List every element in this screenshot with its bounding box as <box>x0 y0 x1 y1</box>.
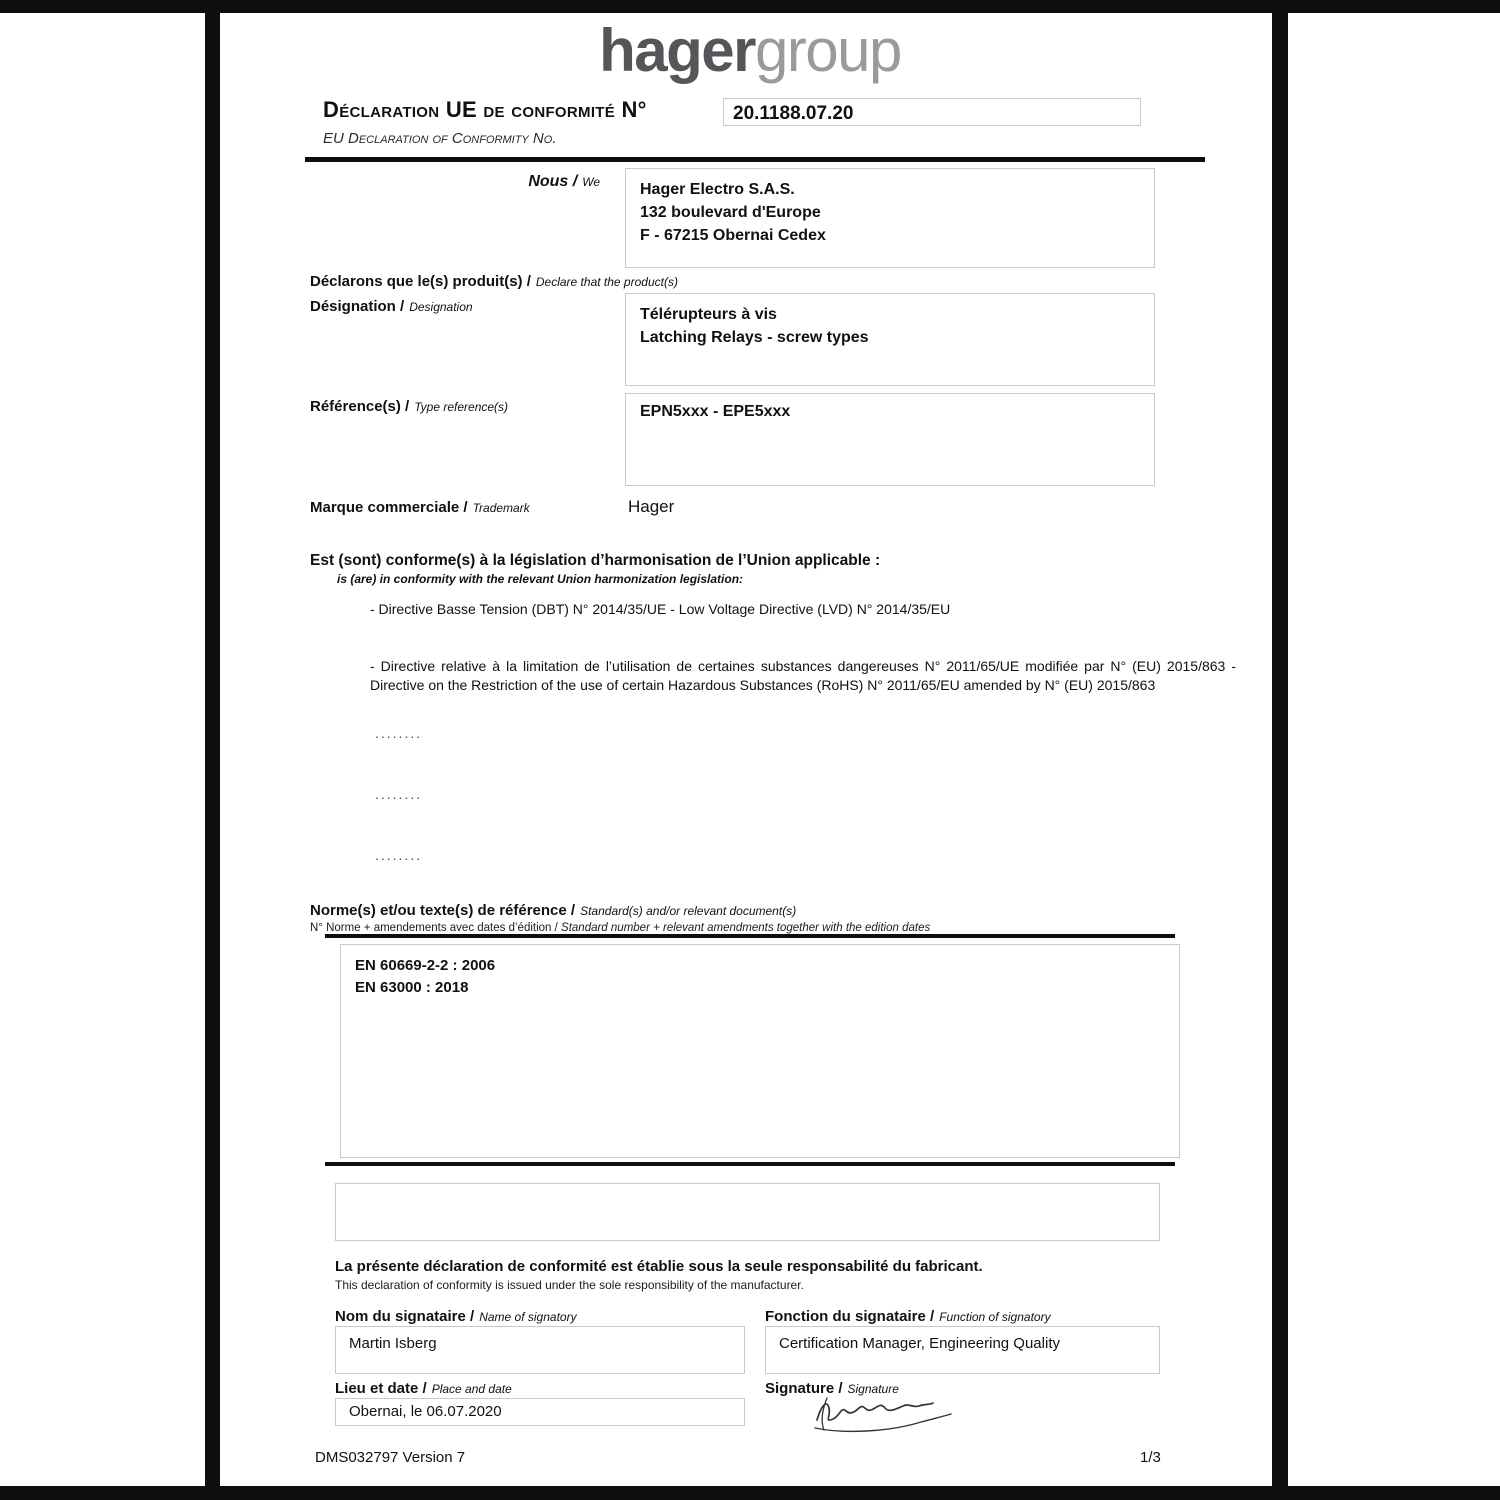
manufacturer-label <box>440 173 600 191</box>
signatory-function-field: Certification Manager, Engineering Quality <box>765 1326 1160 1374</box>
signatory-function-label <box>765 1308 1051 1326</box>
manufacturer-field <box>625 168 1155 268</box>
conformity-number: 20.1188.07.20 <box>733 103 854 124</box>
place-date-label-fr: Lieu et date / <box>335 1380 427 1397</box>
references-label <box>310 398 508 416</box>
signature-label-fr: Signature / <box>765 1380 843 1397</box>
trademark-label <box>310 499 530 517</box>
signatory-name-label <box>335 1308 577 1326</box>
directive-rohs: - Directive relative à la limitation de l’utilisation de certaines substances dangereuses N° 2011/65/UE modifiée par N° (EU) 2015/863 - Directive on the Restriction of the use of certain Hazardous Substances (RoHS) N° 2011/65/EU amended by N° (EU) 2015/863 <box>370 658 1236 693</box>
standards-note <box>310 922 930 934</box>
remarks-field <box>335 1183 1160 1241</box>
designation-label-fr: Désignation / <box>310 298 405 315</box>
signatory-name-field: Martin Isberg <box>335 1326 745 1374</box>
conformity-number-field <box>723 98 1141 126</box>
signatory-name-label-fr: Nom du signataire / <box>335 1308 475 1325</box>
standards-rule-top <box>325 934 1175 938</box>
standards-line: EN 63000 : 2018 <box>355 979 469 996</box>
references-label-en: Type reference(s) <box>414 400 509 414</box>
declare-label-fr: Déclarons que le(s) produit(s) / <box>310 273 531 290</box>
signature-image <box>805 1384 965 1440</box>
standards-field <box>340 944 1180 1158</box>
footer-page-number: 1/3 <box>1140 1449 1161 1466</box>
designation-label-en: Designation <box>409 300 473 314</box>
trademark-label-en: Trademark <box>472 501 530 515</box>
designation-label <box>310 298 473 316</box>
responsibility-statement-en: This declaration of conformity is issued under the sole responsibility of the manufacturer. <box>335 1278 804 1292</box>
designation-line: Télérupteurs à vis <box>640 306 777 323</box>
dotted-line: ........ <box>375 725 423 741</box>
frame-left <box>205 0 220 1500</box>
brand-logo <box>0 17 1500 84</box>
signatory-function-label-fr: Fonction du signataire / <box>765 1308 935 1325</box>
designation-field <box>625 293 1155 386</box>
references-value: EPN5xxx - EPE5xxx <box>640 403 791 420</box>
frame-right <box>1272 0 1288 1500</box>
logo-group: group <box>754 17 901 84</box>
directive-lvd: - Directive Basse Tension (DBT) N° 2014/35/UE - Low Voltage Directive (LVD) N° 2014/35/EU <box>370 601 951 617</box>
references-label-fr: Référence(s) / <box>310 398 410 415</box>
page-subtitle: EU Declaration of Conformity No. <box>323 130 557 147</box>
logo-hager: hager <box>599 17 755 84</box>
standards-rule-bottom <box>325 1162 1175 1166</box>
dotted-line: ........ <box>375 786 423 802</box>
manufacturer-line: Hager Electro S.A.S. <box>640 181 795 198</box>
place-date-label <box>335 1380 512 1398</box>
standards-label-fr: Norme(s) et/ou texte(s) de référence / <box>310 902 576 919</box>
standards-label-en: Standard(s) and/or relevant document(s) <box>580 904 797 918</box>
signatory-name-label-en: Name of signatory <box>479 1310 577 1324</box>
footer-doc-number: DMS032797 Version 7 <box>315 1449 466 1466</box>
page-title: Déclaration UE de conformité N° <box>323 97 647 122</box>
manufacturer-line: F - 67215 Obernai Cedex <box>640 227 826 244</box>
label-nous: Nous / <box>528 173 578 190</box>
trademark-value: Hager <box>628 497 675 516</box>
label-we: We <box>582 175 600 189</box>
standards-line: EN 60669-2-2 : 2006 <box>355 957 496 974</box>
legislation-heading-en: is (are) in conformity with the relevant Union harmonization legislation: <box>337 572 744 586</box>
declare-label-en: Declare that the product(s) <box>535 275 678 289</box>
signatory-function-label-en: Function of signatory <box>939 1310 1051 1324</box>
standards-note-fr: N° Norme + amendements avec dates d’édition / <box>310 922 558 934</box>
manufacturer-line: 132 boulevard d'Europe <box>640 204 821 221</box>
responsibility-statement-fr: La présente déclaration de conformité est établie sous la seule responsabilité du fabricant. <box>335 1258 983 1275</box>
signature-label-en: Signature <box>847 1382 899 1396</box>
trademark-label-fr: Marque commerciale / <box>310 499 468 516</box>
place-date-field: Obernai, le 06.07.2020 <box>335 1398 745 1426</box>
legislation-heading-fr: Est (sont) conforme(s) à la législation d’harmonisation de l’Union applicable : <box>310 552 881 569</box>
standards-label <box>310 902 796 920</box>
header-rule <box>305 157 1205 162</box>
references-field <box>625 393 1155 486</box>
standards-note-en: Standard number + relevant amendments together with the edition dates <box>561 922 931 934</box>
declare-products-label <box>310 273 678 291</box>
dotted-line: ........ <box>375 847 423 863</box>
place-date-label-en: Place and date <box>431 1382 512 1396</box>
designation-line: Latching Relays - screw types <box>640 329 869 346</box>
